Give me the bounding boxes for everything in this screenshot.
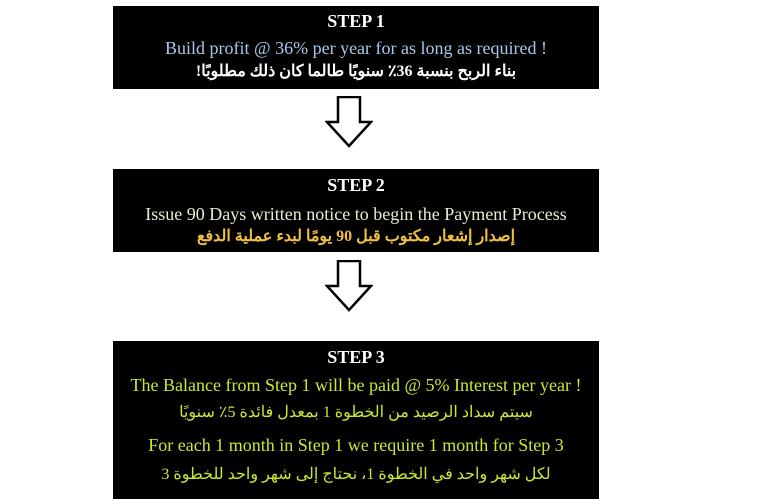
step-3-english-text-1: The Balance from Step 1 will be paid @ 5% Interest per year ! [130, 375, 582, 395]
step-1-title: STEP 1 [327, 11, 385, 31]
step-2-arabic-text: إصدار إشعار مكتوب قبل 90 يومًا لبدء عملية الدفع [196, 228, 516, 245]
step-1-english-text: Build profit @ 36% per year for as long as required ! [165, 38, 547, 58]
step-3-arabic-text-1: سيتم سداد الرصيد من الخطوة 1 بمعدل فائدة 5٪ سنويًا [179, 404, 533, 421]
step-3-english-text-2: For each 1 month in Step 1 we require 1 month for Step 3 [148, 435, 564, 455]
step-3-box [113, 341, 599, 499]
step-1-arabic-text: بناء الربح بنسبة 36٪ سنويًا طالما كان ذلك مطلوبًا! [195, 63, 517, 80]
down-arrow-icon [325, 260, 373, 312]
step-2-box [113, 169, 599, 252]
step-2-title: STEP 2 [327, 175, 385, 195]
step-1-box [113, 6, 599, 89]
step-3-arabic-text-2: لكل شهر واحد في الخطوة 1، نحتاج إلى شهر واحد للخطوة 3 [161, 466, 551, 483]
down-arrow-icon [325, 96, 373, 148]
step-2-english-text: Issue 90 Days written notice to begin the Payment Process [145, 204, 567, 224]
step-3-title: STEP 3 [327, 347, 385, 367]
